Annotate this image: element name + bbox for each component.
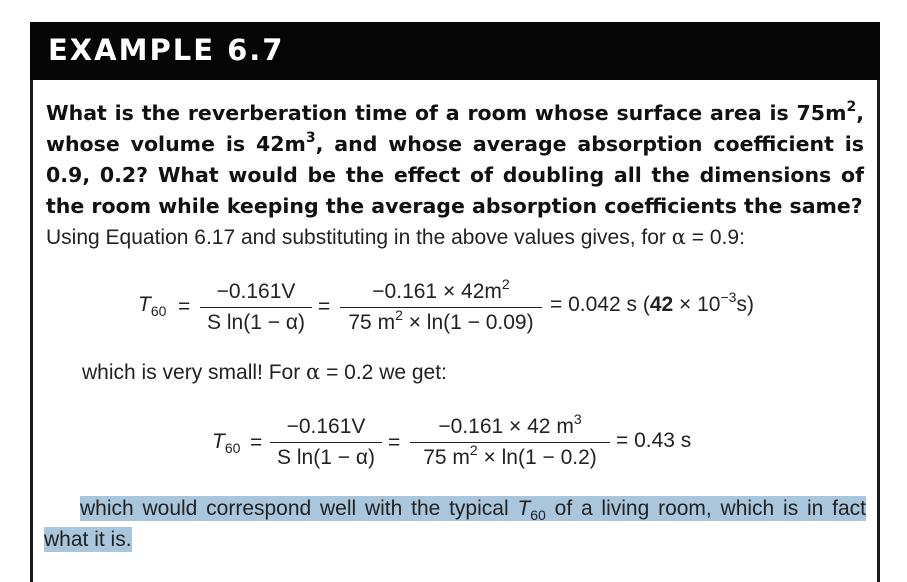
question-text: What is the reverberation time of a room whose surface area is $75m^2$, whose volume is $42m^3$, and whose average absorption coefficient is 0.9, 0.2? What would be the effect of doubling all the dimensions of the room while keeping the average absorption coefficients the same? [46, 99, 864, 218]
intermediate-text: which is very small! For α = 0.2 we get: [82, 360, 447, 384]
eq2-result: = 0.43 s [616, 429, 692, 452]
eq1-result: = 0.042 s $(42 \times 10^{-3}s)$ [550, 289, 754, 316]
selected-text-highlight[interactable]: which would correspond well with the typical $T_{60}$ of a living room, which is in fact what it is. [44, 497, 866, 551]
eq1-equals-1: = [178, 295, 191, 318]
example-title: EXAMPLE 6.7 [48, 33, 285, 67]
eq1-fraction-2: $\frac{-0.161 \times 42m^2}{75 m^2 \times \ln(1 - 0.09)}$ [340, 280, 542, 335]
eq1-equals-2: = [318, 295, 331, 318]
eq2-equals-2: = [388, 431, 401, 454]
eq2-lhs: $T_{60}$ [212, 430, 241, 456]
eq2-fraction-2: $\frac{-0.161 \times 42 m^3}{75 m^2 \times \ln(1 - 0.2)}$ [410, 415, 610, 470]
example-header-bar [30, 22, 880, 80]
eq1-lhs: $T_{60}$ [138, 293, 167, 319]
eq1-fraction-1: $\frac{-0.161V}{\text{S ln(1 − α)}}$ [200, 280, 312, 335]
solution-intro: Using Equation 6.17 and substituting in the above values gives, for α = 0.9: [46, 225, 745, 249]
conclusion-text[interactable] [44, 493, 866, 555]
eq2-equals-1: = [250, 431, 263, 454]
eq2-fraction-1: $\frac{-0.161V}{\text{S ln(1 − α)}}$ [270, 415, 382, 470]
